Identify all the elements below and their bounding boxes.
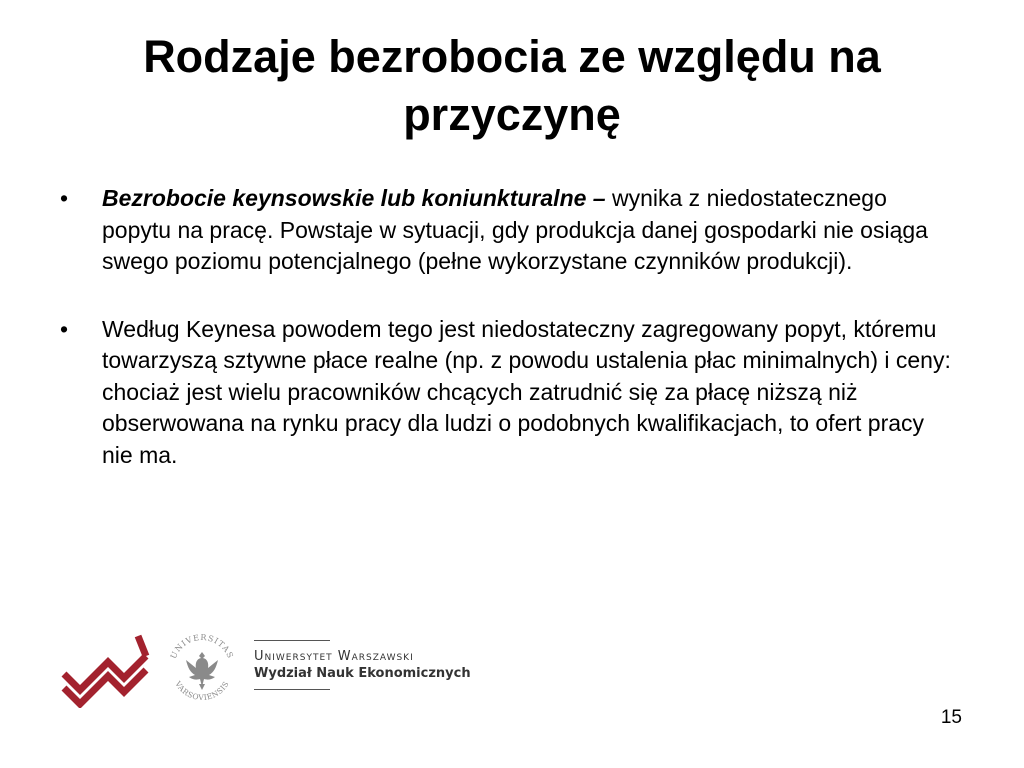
bullet-marker: • (60, 185, 69, 211)
seal-text-top: UNIVERSITAS (168, 632, 236, 661)
faculty-name: Wydział Nauk Ekonomicznych (254, 666, 471, 681)
university-name: Uniwersytet Warszawski (254, 649, 414, 664)
seal-text-bottom: VARSOVIENSIS (173, 679, 231, 703)
page-number: 15 (940, 707, 962, 728)
bullet-marker: • (60, 315, 69, 342)
divider (254, 640, 330, 641)
university-signature (254, 640, 514, 690)
university-seal-icon (166, 628, 238, 708)
bullet-item (60, 314, 960, 472)
bullet-term: Bezrobocie keynsowskie lub koniunkturalne – (102, 185, 612, 211)
bullet-item (60, 183, 960, 278)
bullet-list (60, 183, 960, 471)
wne-logo-icon (60, 630, 150, 708)
divider (254, 689, 330, 690)
bullet-text: Według Keynesa powodem tego jest niedostateczny zagregowany popyt, któremu towarzyszą sztywne płace realne (np. z powodu ustalenia płac minimalnych) i ceny: chociaż jest wielu pracowników chcących zatrudnić się za płacę niższą niż obserwowana na rynku pracy dla ludzi o podobnych kwalifikacjach, to ofert pracy nie ma. (102, 315, 951, 468)
bullet-text: wynika z niedostatecznego popytu na pracę. Powstaje w sytuacji, gdy produkcja danej gospodarki nie osiąga swego poziomu potencjalnego (pełne wykorzystane czynników produkcji). (102, 185, 928, 274)
slide-title: Rodzaje bezrobocia ze względu na przyczynę (143, 31, 881, 140)
